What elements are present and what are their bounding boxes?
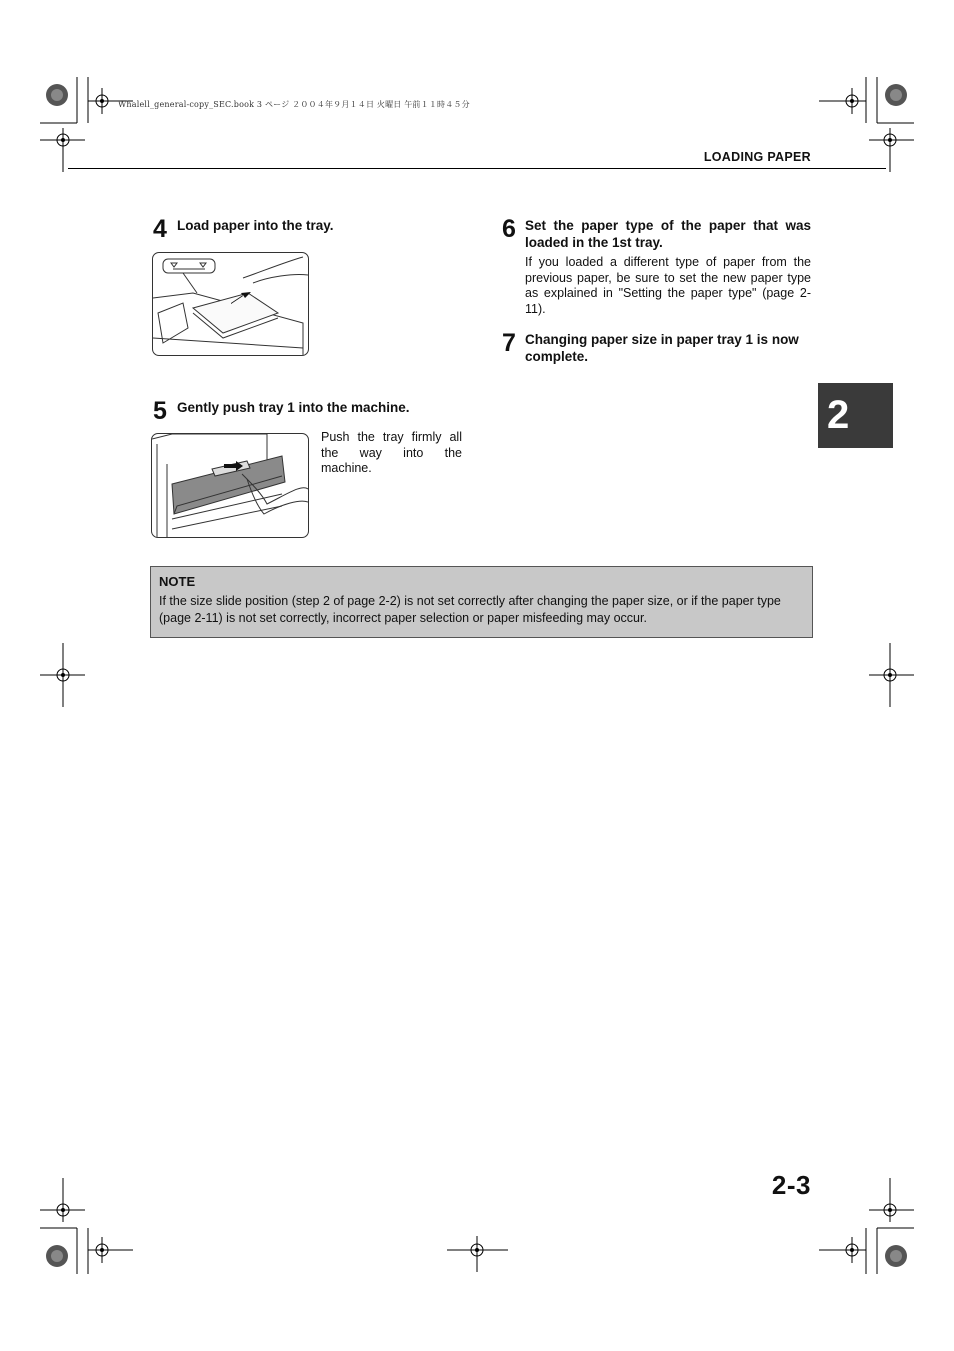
step-title: Gently push tray 1 into the machine. <box>177 400 410 415</box>
step-number: 6 <box>502 215 516 243</box>
step-7 <box>502 329 812 369</box>
chapter-number: 2 <box>827 393 850 437</box>
step-number: 5 <box>153 397 167 425</box>
load-paper-illustration <box>152 252 309 356</box>
step-number: 4 <box>153 215 167 243</box>
step-title: Changing paper size in paper tray 1 is now complete. <box>525 332 799 364</box>
step-6 <box>502 215 812 325</box>
page-number: 2-3 <box>771 1170 811 1200</box>
chapter-tab <box>818 383 893 448</box>
step-title: Set the paper type of the paper that was loaded in the 1st tray. <box>525 218 811 250</box>
header-divider <box>68 168 886 169</box>
note-title: NOTE <box>159 574 196 589</box>
step-text: If you loaded a different type of paper from the previous paper, be sure to set the new paper type as explained in "Setting the paper type" (page 2-11). <box>525 255 811 316</box>
step-5 <box>153 397 473 429</box>
step-number: 7 <box>502 329 516 357</box>
step-5-text: Push the tray firmly all the way into the machine. <box>321 430 462 475</box>
note-text: If the size slide position (step 2 of page 2-2) is not set correctly after changing the paper size, or if the paper type (page 2-11) is not set correctly, incorrect paper selection or paper misfeeding may occur. <box>159 594 781 625</box>
section-title: LOADING PAPER <box>703 150 811 164</box>
note-box <box>150 566 813 638</box>
step-title: Load paper into the tray. <box>177 218 334 233</box>
push-tray-illustration <box>151 433 309 538</box>
file-header: Whalell_general-copy_SEC.book 3 ページ ２００４年９月１４日 火曜日 午前１１時４５分 <box>118 100 470 109</box>
